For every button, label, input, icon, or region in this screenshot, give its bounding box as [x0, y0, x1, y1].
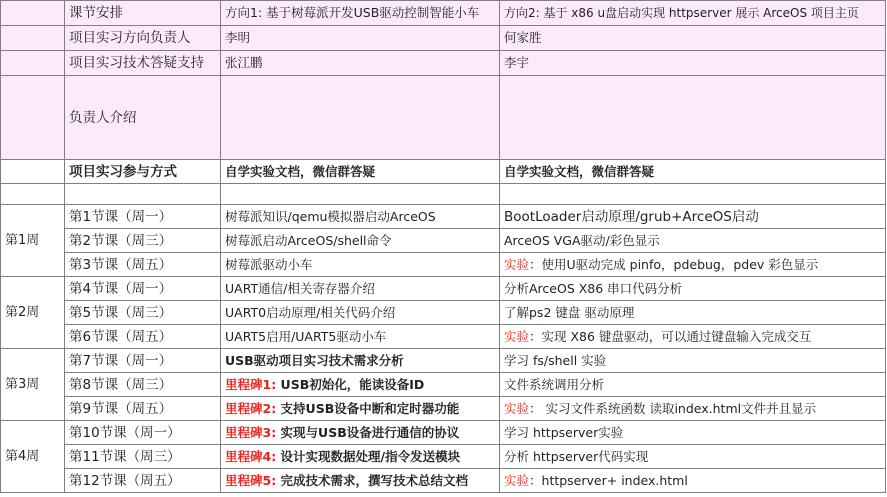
- lesson-direction-2: 分析 httpserver代码实现: [500, 445, 886, 469]
- intro-row: [1, 76, 886, 160]
- lesson-name: 第9节课（周五）: [65, 397, 221, 421]
- lesson-direction-2: ArceOS VGA驱动/彩色显示: [500, 229, 886, 253]
- lesson-direction-1: 树莓派启动ArceOS/shell命令: [221, 229, 500, 253]
- lesson-direction-2: 了解ps2 键盘 驱动原理: [500, 301, 886, 325]
- lesson-direction-1: 里程碑5: 完成技术需求，撰写技术总结文档: [221, 469, 500, 493]
- header-schedule: 课节安排: [65, 1, 221, 26]
- support-direction-1: 张江鹏: [221, 51, 500, 76]
- lesson-direction-2: 分析ArceOS X86 串口代码分析: [500, 277, 886, 301]
- lesson-name: 第11节课（周三）: [65, 445, 221, 469]
- lesson-row: [1, 349, 886, 373]
- lesson-row: [1, 301, 886, 325]
- lesson-row: [1, 421, 886, 445]
- lesson-row: [1, 253, 886, 277]
- lesson-name: 第6节课（周五）: [65, 325, 221, 349]
- header-direction-1: 方向1: 基于树莓派开发USB驱动控制智能小车: [221, 1, 500, 26]
- lead-row: [1, 26, 886, 51]
- lesson-direction-2: 实验：使用U驱动完成 pinfo，pdebug，pdev 彩色显示: [500, 253, 886, 277]
- lead-direction-2: 何家胜: [500, 26, 886, 51]
- lesson-name: 第7节课（周一）: [65, 349, 221, 373]
- week-label: 第4周: [1, 421, 65, 493]
- lesson-name: 第3节课（周五）: [65, 253, 221, 277]
- lesson-row: [1, 469, 886, 493]
- lesson-direction-1: 里程碑1: USB初始化，能读设备ID: [221, 373, 500, 397]
- support-direction-2: 李宇: [500, 51, 886, 76]
- lesson-direction-1: 里程碑3: 实现与USB设备进行通信的协议: [221, 421, 500, 445]
- intro-direction-1: [221, 76, 500, 160]
- lesson-row: [1, 373, 886, 397]
- lesson-name: 第4节课（周一）: [65, 277, 221, 301]
- lesson-name: 第5节课（周三）: [65, 301, 221, 325]
- mode-label: 项目实习参与方式: [65, 160, 221, 184]
- lesson-direction-1: 树莓派知识/qemu模拟器启动ArceOS: [221, 205, 500, 229]
- lesson-name: 第10节课（周一）: [65, 421, 221, 445]
- lesson-direction-1: 里程碑4: 设计实现数据处理/指令发送模块: [221, 445, 500, 469]
- lesson-direction-1: UART0启动原理/相关代码介绍: [221, 301, 500, 325]
- week-label: 第1周: [1, 205, 65, 277]
- lesson-direction-1: UART5启用/UART5驱动小车: [221, 325, 500, 349]
- mode-row: [1, 160, 886, 184]
- lesson-direction-2: 学习 fs/shell 实验: [500, 349, 886, 373]
- lesson-direction-1: USB驱动项目实习技术需求分析: [221, 349, 500, 373]
- lesson-direction-2: BootLoader启动原理/grub+ArceOS启动: [500, 205, 886, 229]
- lead-label: 项目实习方向负责人: [65, 26, 221, 51]
- mode-direction-2: 自学实验文档，微信群答疑: [500, 160, 886, 184]
- header-row: [1, 1, 886, 26]
- lesson-name: 第12节课（周五）: [65, 469, 221, 493]
- support-label: 项目实习技术答疑支持: [65, 51, 221, 76]
- lesson-name: 第2节课（周三）: [65, 229, 221, 253]
- lesson-direction-2: 实验： 实习文件系统函数 读取index.html文件并且显示: [500, 397, 886, 421]
- lesson-direction-1: UART通信/相关寄存器介绍: [221, 277, 500, 301]
- lesson-name: 第1节课（周一）: [65, 205, 221, 229]
- lesson-name: 第8节课（周三）: [65, 373, 221, 397]
- lesson-direction-2: 实验：httpserver+ index.html: [500, 469, 886, 493]
- week-label: 第3周: [1, 349, 65, 421]
- lesson-row: [1, 397, 886, 421]
- lesson-row: [1, 229, 886, 253]
- lesson-row: [1, 205, 886, 229]
- lead-direction-1: 李明: [221, 26, 500, 51]
- lesson-direction-2: 实验：实现 X86 键盘驱动，可以通过键盘输入完成交互: [500, 325, 886, 349]
- intro-label: 负责人介绍: [65, 76, 221, 160]
- lesson-direction-1: 里程碑2: 支持USB设备中断和定时器功能: [221, 397, 500, 421]
- lesson-row: [1, 325, 886, 349]
- mode-direction-1: 自学实验文档，微信群答疑: [221, 160, 500, 184]
- support-row: [1, 51, 886, 76]
- intro-direction-2: [500, 76, 886, 160]
- lesson-direction-1: 树莓派驱动小车: [221, 253, 500, 277]
- lesson-row: [1, 277, 886, 301]
- lesson-row: [1, 445, 886, 469]
- header-empty-cell: [1, 1, 65, 26]
- lesson-direction-2: 文件系统调用分析: [500, 373, 886, 397]
- week-label: 第2周: [1, 277, 65, 349]
- spacer-row: [1, 184, 886, 205]
- lesson-direction-2: 学习 httpserver实验: [500, 421, 886, 445]
- header-direction-2: 方向2: 基于 x86 u盘启动实现 httpserver 展示 ArceOS 项目主页: [500, 1, 886, 26]
